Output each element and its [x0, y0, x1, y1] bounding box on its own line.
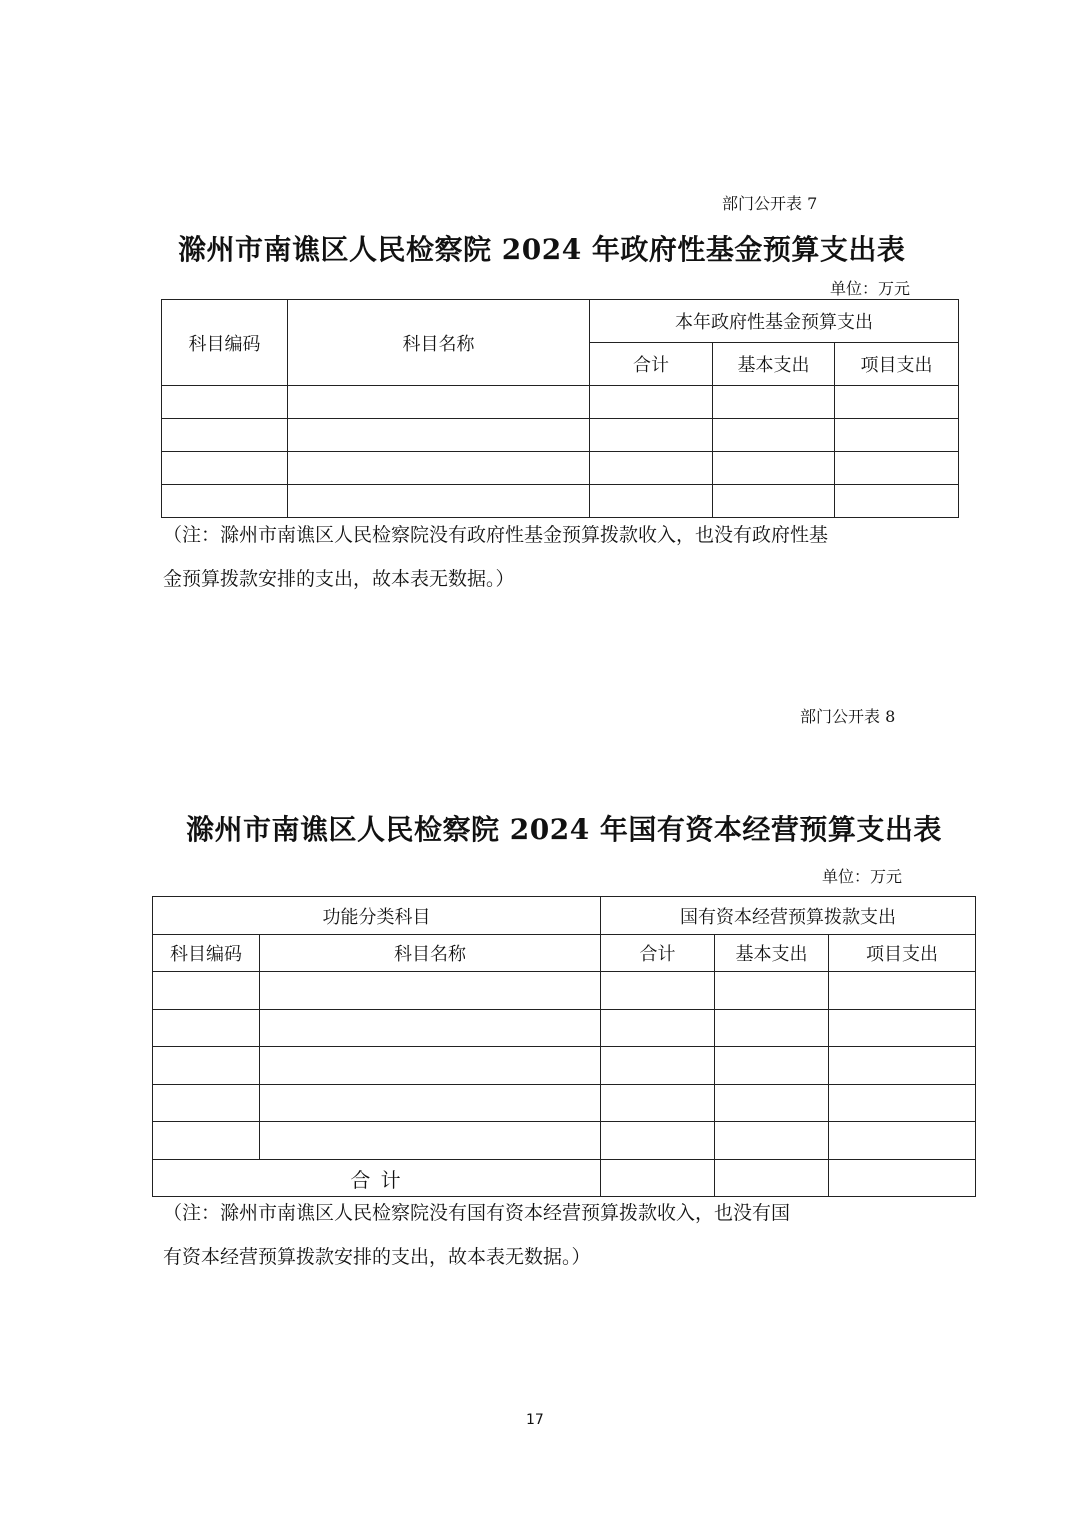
unit-label: 单位：万元: [822, 867, 903, 886]
header-code: 科目编码: [162, 300, 288, 386]
table-row: [153, 1122, 976, 1160]
total-row-label: 合 计: [153, 1160, 601, 1197]
page-title-government-fund: 滁州市南谯区人民检察院 2024 年政府性基金预算支出表: [178, 233, 906, 266]
table-label-7: 部门公开表 7: [722, 194, 818, 213]
state-capital-table: [152, 896, 976, 1197]
table-row: [153, 1010, 976, 1047]
header-basic: 基本支出: [715, 935, 829, 972]
header-basic: 基本支出: [713, 343, 835, 386]
header-total: 合计: [590, 343, 713, 386]
government-fund-table: [161, 299, 959, 518]
table-row: [153, 1047, 976, 1085]
table-label-8: 部门公开表 8: [800, 707, 896, 726]
header-total: 合计: [601, 935, 715, 972]
note-line-2: 有资本经营预算拨款安排的支出，故本表无数据。）: [163, 1246, 591, 1268]
page-number: 17: [526, 1412, 544, 1428]
table-row: [162, 485, 959, 518]
table-row: [153, 972, 976, 1010]
header-name: 科目名称: [260, 935, 601, 972]
unit-label: 单位：万元: [830, 279, 911, 298]
note-line-1: （注：滁州市南谯区人民检察院没有政府性基金预算拨款收入，也没有政府性基: [163, 524, 829, 546]
header-code: 科目编码: [153, 935, 260, 972]
table-row: [162, 419, 959, 452]
header-group-left: 功能分类科目: [153, 897, 601, 935]
header-group-right: 国有资本经营预算拨款支出: [601, 897, 976, 935]
header-name: 科目名称: [288, 300, 590, 386]
table-row: [162, 452, 959, 485]
header-group: 本年政府性基金预算支出: [590, 300, 959, 343]
note-line-1: （注：滁州市南谯区人民检察院没有国有资本经营预算拨款收入，也没有国: [163, 1202, 791, 1224]
table-row: [162, 386, 959, 419]
header-project: 项目支出: [829, 935, 976, 972]
note-line-2: 金预算拨款安排的支出，故本表无数据。）: [163, 568, 515, 590]
table-row: [153, 1085, 976, 1122]
page-title-state-capital: 滁州市南谯区人民检察院 2024 年国有资本经营预算支出表: [186, 813, 942, 846]
header-project: 项目支出: [835, 343, 959, 386]
